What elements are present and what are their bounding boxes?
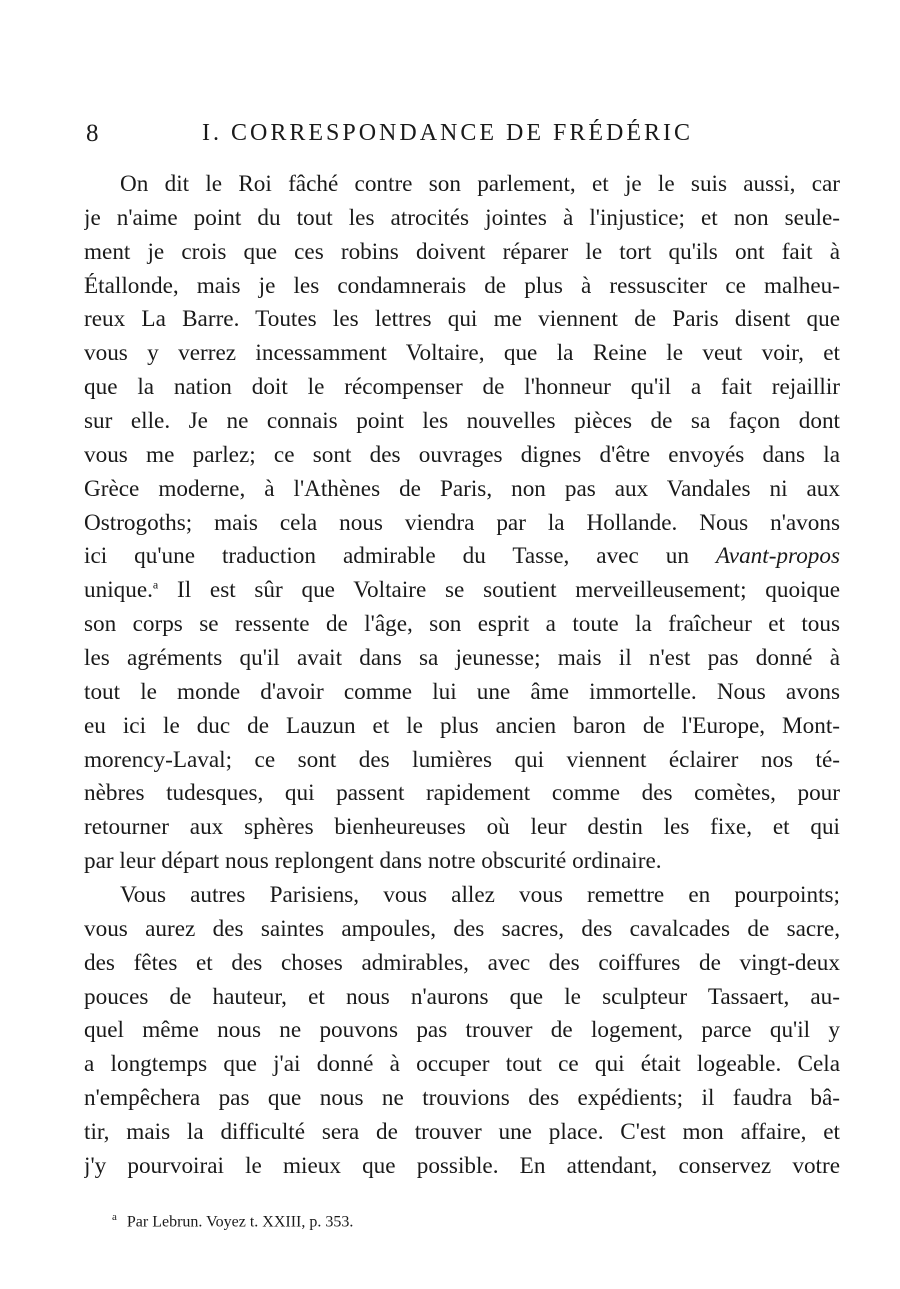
text-line-start: ici qu'une traduction admirable du Tasse, avec un: [84, 543, 716, 570]
text-line-start: unique.: [84, 577, 153, 604]
text-line: vous me parlez; ce sont des ouvrages dignes d'être envoyés dans la: [84, 441, 840, 468]
text-line: reux La Barre. Toutes les lettres qui me viennent de Paris disent que: [84, 306, 840, 333]
footnote-text: Par Lebrun. Voyez t. XXIII, p. 353.: [126, 1213, 354, 1231]
text-line: que la nation doit le récompenser de l'honneur qu'il a fait rejaillir: [84, 374, 840, 401]
text-line: tir, mais la difficulté sera de trouver une place. C'est mon affaire, et: [84, 1119, 840, 1146]
text-line: j'y pourvoirai le mieux que possible. En attendant, conservez votre: [84, 1152, 840, 1179]
text-line: ment je crois que ces robins doivent réparer le tort qu'ils ont fait à: [84, 238, 840, 265]
text-line: Grèce moderne, à l'Athènes de Paris, non pas aux Vandales ni aux: [84, 475, 840, 502]
text-line: quel même nous ne pouvons pas trouver de logement, parce qu'il y: [84, 1017, 840, 1044]
text-line: eu ici le duc de Lauzun et le plus ancien baron de l'Europe, Mont-: [84, 712, 840, 739]
text-line: vous y verrez incessamment Voltaire, que la Reine le veut voir, et: [84, 340, 840, 367]
text-line: je n'aime point du tout les atrocités jointes à l'injustice; et non seule-: [84, 204, 840, 231]
text-line: retourner aux sphères bienheureuses où leur destin les fixe, et qui: [84, 814, 840, 841]
footnote: [112, 1211, 353, 1231]
text-line: tout le monde d'avoir comme lui une âme immortelle. Nous avons: [84, 678, 840, 705]
footnote-mark: a: [112, 1211, 117, 1223]
text-line: n'empêchera pas que nous ne trouvions des expédients; il faudra bâ-: [84, 1085, 840, 1112]
body-text: [84, 168, 840, 1184]
text-line: Étallonde, mais je les condamnerais de plus à ressusciter ce malheu-: [84, 272, 840, 299]
text-line: son corps se ressente de l'âge, son esprit a toute la fraîcheur et tous: [84, 611, 840, 638]
text-line: les agréments qu'il avait dans sa jeunesse; mais il n'est pas donné à: [84, 645, 840, 672]
text-line-rest: Il est sûr que Voltaire se soutient merveilleusement; quoique: [176, 577, 840, 604]
text-line: des fêtes et des choses admirables, avec des coiffures de vingt-deux: [84, 949, 840, 976]
italic-title: Avant-propos: [715, 543, 840, 570]
running-title: I. CORRESPONDANCE DE FRÉDÉRIC: [202, 120, 694, 146]
text-line: par leur départ nous replongent dans notre obscurité ordinaire.: [84, 848, 662, 875]
footnote-reference[interactable]: a: [152, 577, 159, 592]
text-line: sur elle. Je ne connais point les nouvelles pièces de sa façon dont: [84, 408, 840, 435]
page-header: [86, 120, 846, 160]
text-line: nèbres tudesques, qui passent rapidement comme des comètes, pour: [84, 780, 840, 807]
text-line: Vous autres Parisiens, vous allez vous remettre en pourpoints;: [120, 882, 840, 909]
text-line-with-note: [84, 574, 840, 608]
text-line: morency-Laval; ce sont des lumières qui viennent éclairer nos té-: [84, 746, 840, 773]
text-line: Ostrogoths; mais cela nous viendra par la Hollande. Nous n'avons: [84, 509, 840, 536]
text-line: On dit le Roi fâché contre son parlement, et je le suis aussi, car: [120, 171, 840, 197]
text-line: a longtemps que j'ai donné à occuper tout ce qui était logeable. Cela: [84, 1051, 840, 1078]
text-line-with-italic: [84, 540, 840, 574]
text-line: vous aurez des saintes ampoules, des sacres, des cavalcades de sacre,: [84, 915, 840, 942]
page-number: 8: [86, 120, 100, 147]
text-line: pouces de hauteur, et nous n'aurons que le sculpteur Tassaert, au-: [84, 983, 840, 1010]
